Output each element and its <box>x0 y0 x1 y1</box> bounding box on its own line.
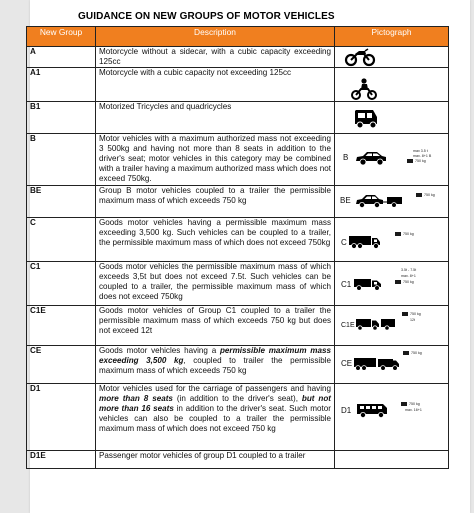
table-row <box>27 451 449 469</box>
group-code: C <box>27 218 96 262</box>
pictograph-label: D1 <box>341 406 352 415</box>
pictograph-label: BE <box>340 196 351 205</box>
group-description: Goods motor vehicles of Group C1 coupled to a trailer the permissible maximum mass of which exceeds 750 kg but does not exceed 12t <box>96 306 335 346</box>
description-text: Goods motor vehicles having a <box>99 346 220 355</box>
group-description <box>96 346 335 384</box>
group-code: BE <box>27 186 96 218</box>
group-code: C1E <box>27 306 96 346</box>
group-code: CE <box>27 346 96 384</box>
table-row <box>27 262 449 306</box>
pictograph-cell <box>335 346 449 384</box>
pictograph-note: 750 kg <box>403 232 414 236</box>
description-text: (in addition to the driver's seat), <box>172 394 302 403</box>
table-row <box>27 134 449 186</box>
table-row <box>27 186 449 218</box>
pictograph-note: max 3.5 t <box>413 149 428 153</box>
group-description <box>96 384 335 451</box>
group-description: Goods motor vehicles the permissible maximum mass of which exceeds 3,5t but does not exceed 7.5t. Such vehicles can be coupled to a trailer, the permissible maximum mass of which does not exceed 750kg <box>96 262 335 306</box>
articulated-truck-icon <box>354 357 400 371</box>
group-code: C1 <box>27 262 96 306</box>
trailer-icon <box>403 351 409 355</box>
pictograph-note: max. 8+1 <box>401 274 416 278</box>
pictograph-label: C1E <box>341 322 355 329</box>
pictograph-cell <box>335 134 449 186</box>
pictograph-cell <box>335 451 449 469</box>
truck-icon <box>349 235 381 249</box>
pictograph-label: CE <box>341 359 353 368</box>
emphasis-text: more than 8 seats <box>99 394 173 403</box>
pictograph-cell <box>335 218 449 262</box>
car-trailer-icon <box>355 194 403 208</box>
group-code: A <box>27 47 96 68</box>
car-icon <box>355 151 387 165</box>
truck-trailer-icon <box>356 317 396 331</box>
description-text: Motor vehicles used for the carriage of passengers and having <box>99 384 331 393</box>
trailer-icon <box>395 280 401 284</box>
pictograph-note: 750 kg <box>403 280 414 284</box>
table-row <box>27 218 449 262</box>
pictograph-label: C <box>341 238 347 247</box>
pictograph-label: B <box>343 153 349 162</box>
pictograph-note: 750 kg <box>411 351 422 355</box>
emphasis-text: permissible maximum mass exceeding 3,500 kg <box>99 346 331 365</box>
pictograph-note: 750 kg <box>410 312 421 316</box>
group-description: Passenger motor vehicles of group D1 coupled to a trailer <box>96 451 335 469</box>
document-title: GUIDANCE ON NEW GROUPS OF MOTOR VEHICLES <box>78 11 335 22</box>
description-text: , coupled to trailer the permissible maximum mass of which exceeds 750 kg <box>99 356 331 375</box>
pictograph-note: 750 kg <box>415 159 426 163</box>
small-truck-icon <box>354 277 382 291</box>
pictograph-note: 750 kg <box>409 402 420 406</box>
pictograph-cell <box>335 186 449 218</box>
group-description: Goods motor vehicles having a permissible maximum mass exceeding 3,500 kg. Such vehicles can be coupled to a trailer, the permissible maximum mass of which does not exceed 750kg <box>96 218 335 262</box>
trailer-icon <box>401 402 407 406</box>
table-row <box>27 306 449 346</box>
table-row <box>27 346 449 384</box>
pictograph-label: C1 <box>341 280 352 289</box>
trailer-icon <box>395 232 401 236</box>
pictograph-cell <box>335 102 449 134</box>
table-row <box>27 47 449 68</box>
table-row <box>27 384 449 451</box>
group-code: D1E <box>27 451 96 469</box>
column-header-pictograph: Pictograph <box>335 27 449 47</box>
pictograph-note: max. 16+1 <box>405 408 422 412</box>
group-description: Motorcycle without a sidecar, with a cubic capacity exceeding 125cc <box>96 47 335 68</box>
group-code: B <box>27 134 96 186</box>
table-header-row <box>27 27 449 47</box>
pictograph-note: 750 kg <box>424 193 435 197</box>
pictograph-cell <box>335 306 449 346</box>
pictograph-cell <box>335 68 449 102</box>
tricycle-icon <box>353 107 379 129</box>
pictograph-cell <box>335 47 449 68</box>
column-header-group: New Group <box>27 27 96 47</box>
description-text: in addition to the driver's seat. Such motor vehicles can also be coupled to a trailer the permissible maximum mass of which does not exceed 750 kg <box>99 404 331 433</box>
trailer-icon <box>416 193 422 197</box>
column-header-description: Description <box>96 27 335 47</box>
trailer-icon <box>407 159 413 163</box>
pictograph-cell <box>335 262 449 306</box>
group-code: A1 <box>27 68 96 102</box>
pictograph-note: 3.5t - 7.5t <box>401 268 417 272</box>
motorcycle-rider-icon <box>351 78 377 100</box>
trailer-icon <box>402 312 408 316</box>
pictograph-note: max. 8+1 B <box>413 154 432 158</box>
table-row <box>27 68 449 102</box>
table-row <box>27 102 449 134</box>
minibus-icon <box>356 403 388 418</box>
pictograph-cell <box>335 384 449 451</box>
group-code: D1 <box>27 384 96 451</box>
group-description: Motorized Tricycles and quadricycles <box>96 102 335 134</box>
group-description: Motorcycle with a cubic capacity not exceeding 125cc <box>96 68 335 102</box>
pictograph-note: 12t <box>410 318 415 322</box>
motorcycle-icon <box>345 48 375 66</box>
vehicle-groups-table <box>26 26 449 469</box>
group-description: Motor vehicles with a maximum authorized mass not exceeding 3 500kg and having not more than 8 seats in addition to the driver's seat; motor vehicles in this category may be combined with a trailer having a maximum authorized mass which does not exceed 750kg. <box>96 134 335 186</box>
emphasis-text: but not more than 16 seats <box>99 394 331 413</box>
group-description: Group B motor vehicles coupled to a trailer the permissible maximum mass of which exceeds 750 kg <box>96 186 335 218</box>
group-code: B1 <box>27 102 96 134</box>
